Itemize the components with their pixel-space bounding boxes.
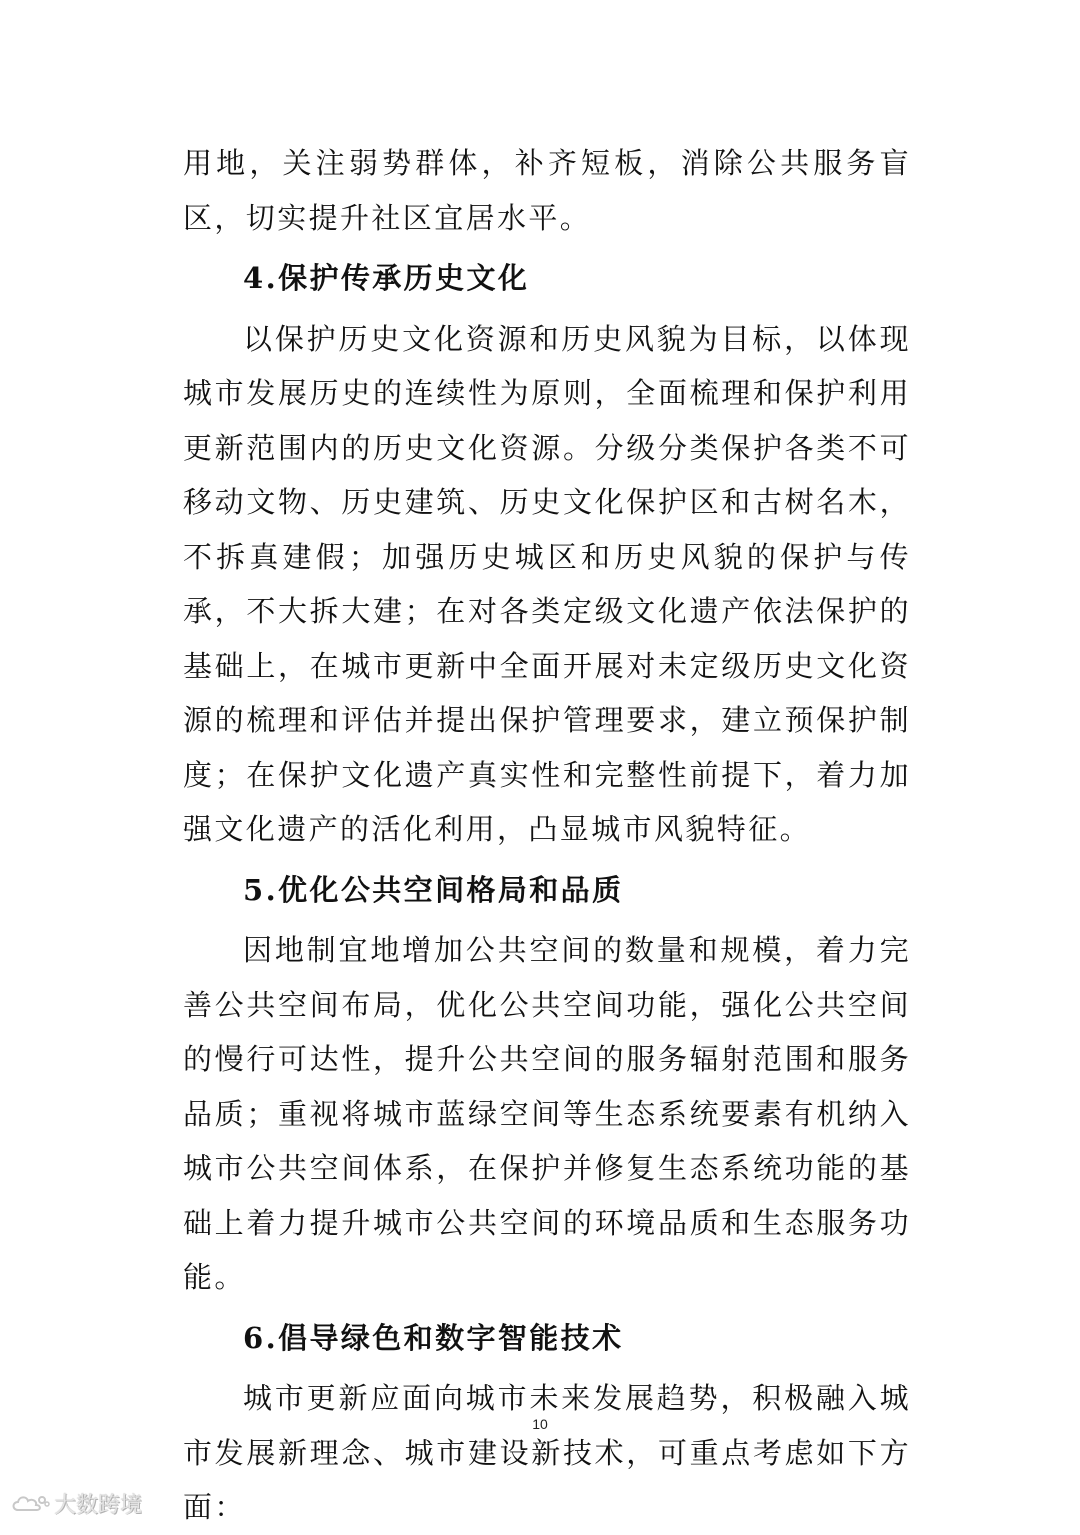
document-body <box>183 136 911 1535</box>
paragraph-history-culture: 以保护历史文化资源和历史风貌为目标，以体现城市发展历史的连续性为原则，全面梳理和保护利用更新范围内的历史文化资源。分级分类保护各类不可移动文物、历史建筑、历史文化保护区和古树名木，不拆真建假；加强历史城区和历史风貌的保护与传承，不大拆大建；在对各类定级文化遗产依法保护的基础上，在城市更新中全面开展对未定级历史文化资源的梳理和评估并提出保护管理要求，建立预保护制度；在保护文化遗产真实性和完整性前提下，着力加强文化遗产的活化利用，凸显城市风貌特征。 <box>183 321 911 846</box>
watermark <box>10 1488 142 1519</box>
section-heading-6: 6.倡导绿色和数字智能技术 <box>243 1320 624 1355</box>
paragraph-green-digital: 城市更新应面向城市未来发展趋势，积极融入城市发展新理念、城市建设新技术，可重点考虑如下方面： <box>183 1381 911 1524</box>
paragraph-public-space: 因地制宜地增加公共空间的数量和规模，着力完善公共空间布局，优化公共空间功能，强化公共空间的慢行可达性，提升公共空间的服务辐射范围和服务品质；重视将城市蓝绿空间等生态系统要素有机纳入城市公共空间体系，在保护并修复生态系统功能的基础上着力提升城市公共空间的环境品质和生态服务功能。 <box>183 933 911 1294</box>
cloud-logo-icon <box>10 1492 50 1516</box>
section-heading-5: 5.优化公共空间格局和品质 <box>243 872 624 907</box>
watermark-text: 大数跨境 <box>54 1493 143 1518</box>
page-number: 10 <box>532 1416 548 1432</box>
section-heading-4: 4.保护传承历史文化 <box>243 261 530 295</box>
paragraph-continued: 用地，关注弱势群体，补齐短板，消除公共服务盲区，切实提升社区宜居水平。 <box>183 146 911 235</box>
